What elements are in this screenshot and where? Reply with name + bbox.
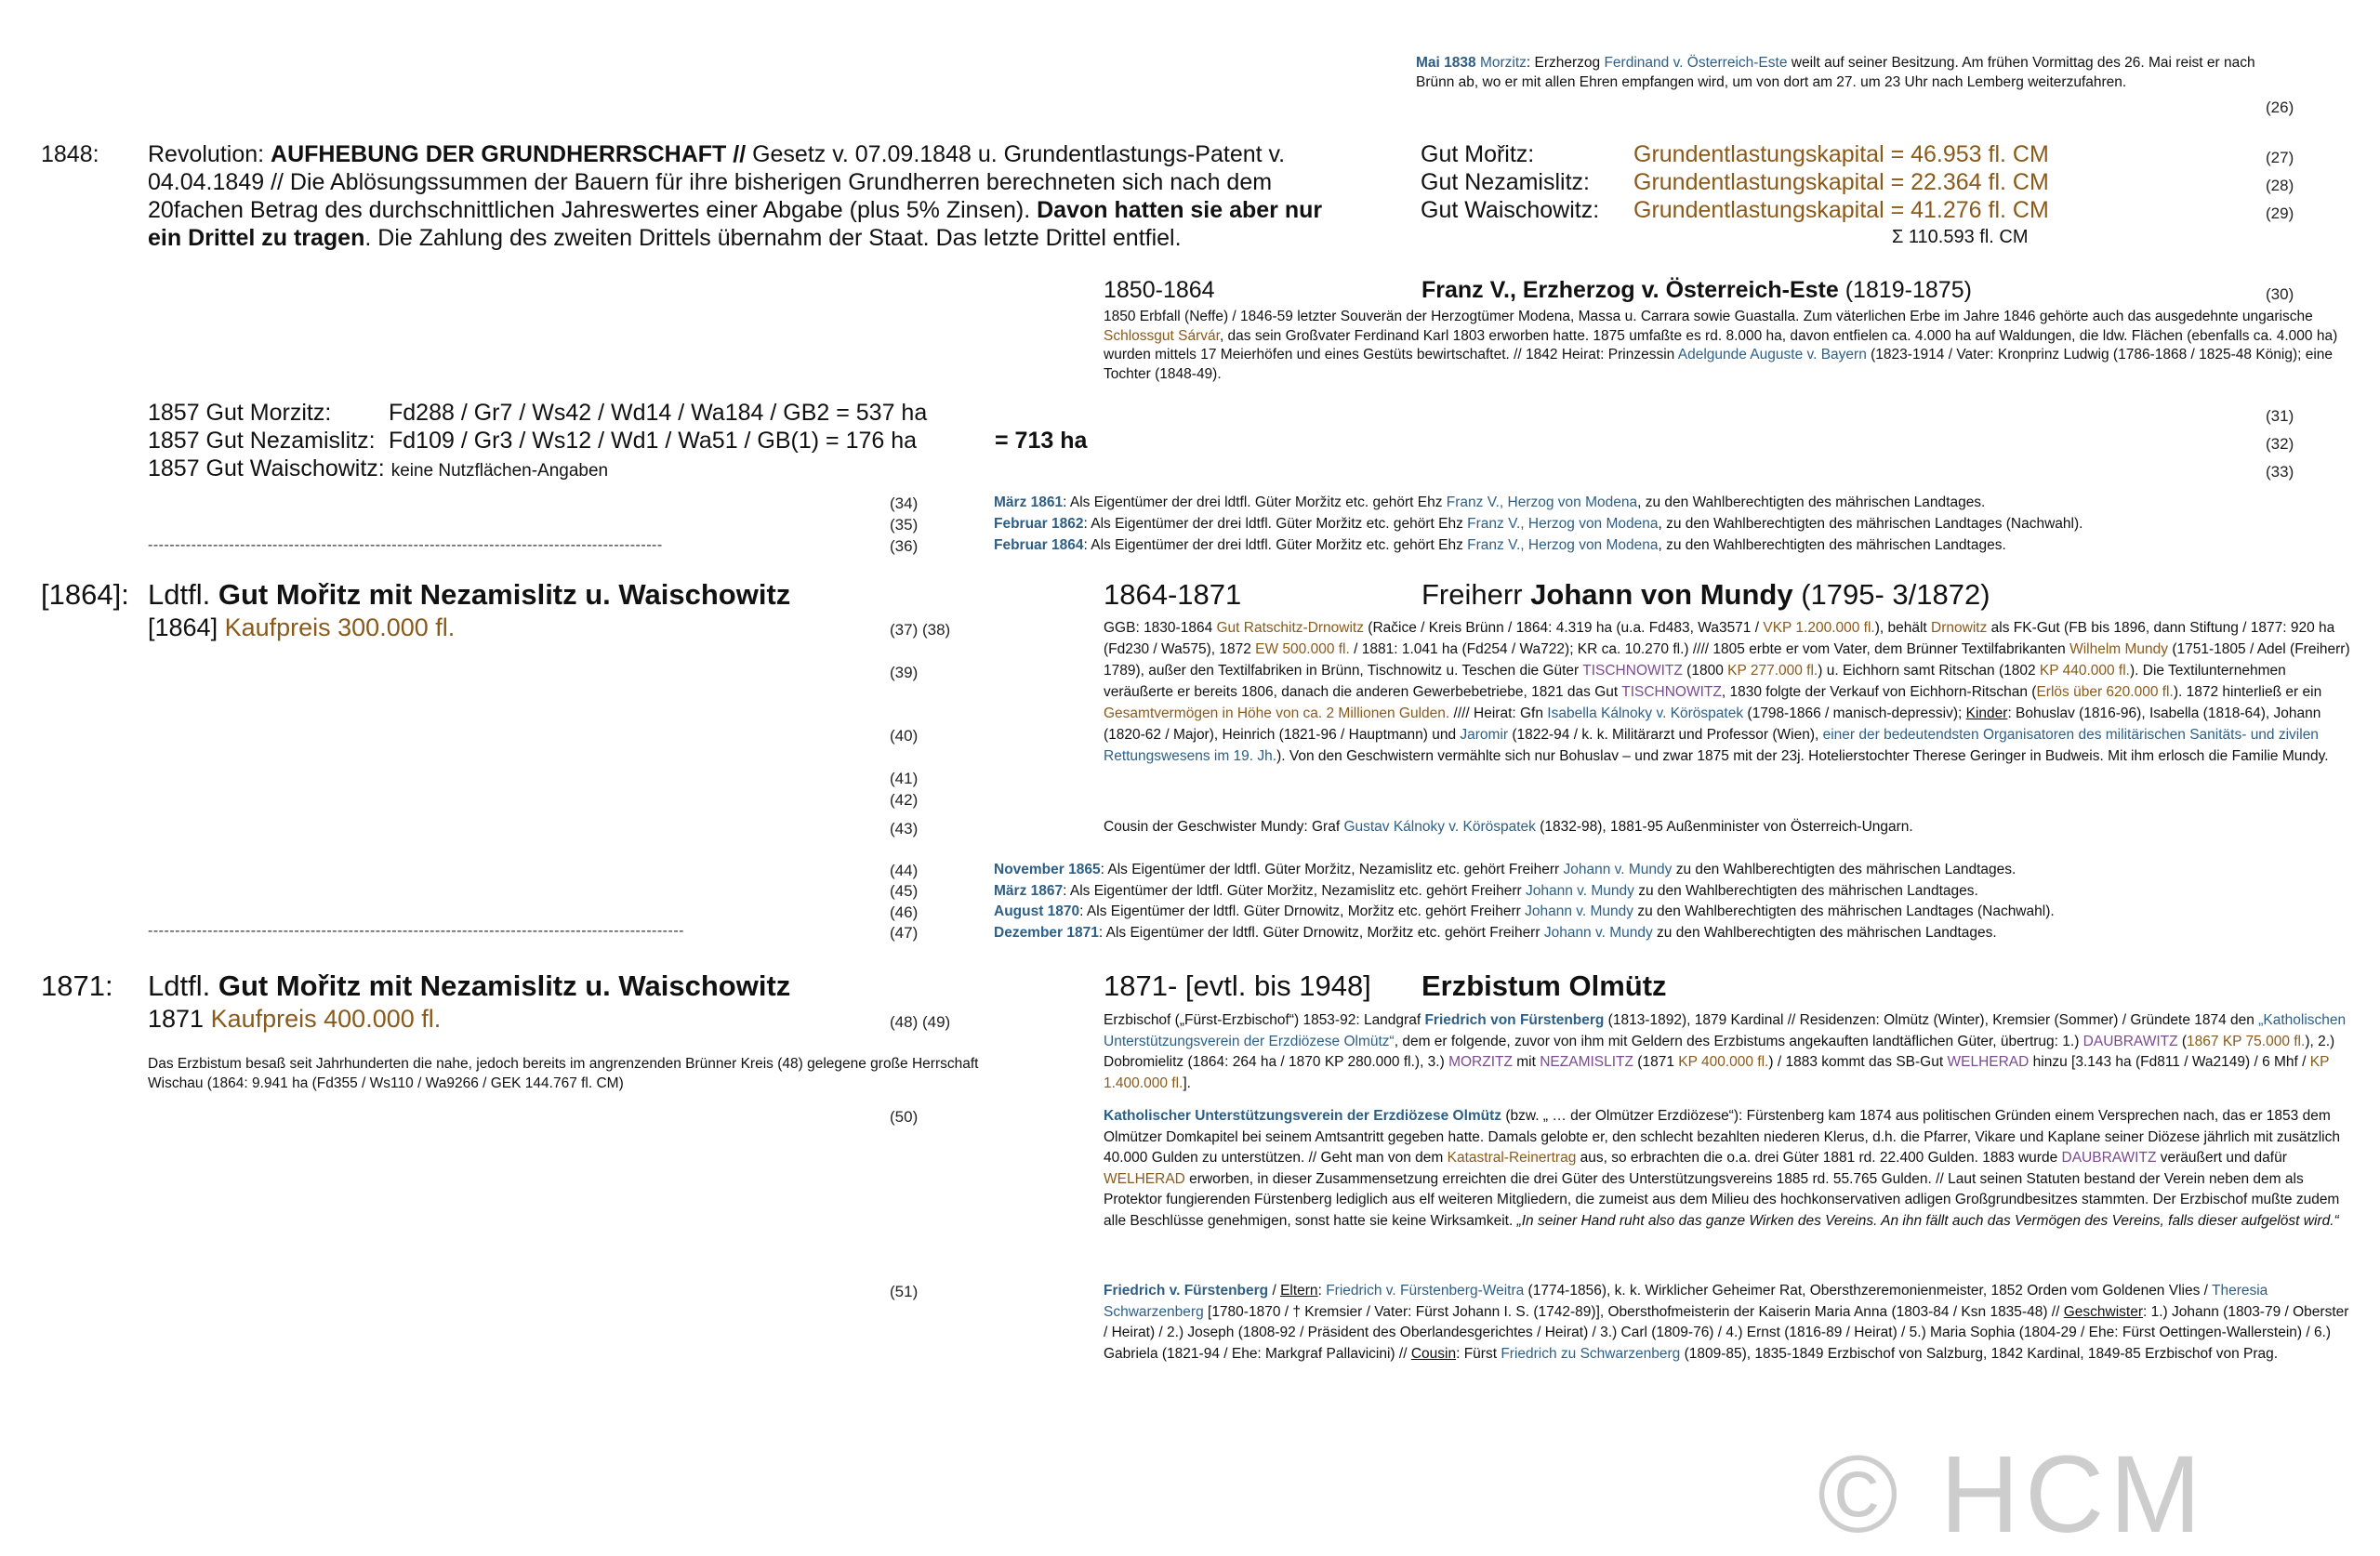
person-link: Gustav Kálnoky v. Köröspatek (1343, 819, 1536, 835)
ref-36: (36) (890, 537, 919, 555)
ref-48-49: (48) (49) (890, 1013, 951, 1031)
highlight: Davon hatten sie aber nur ein Drittel zu tragen (148, 197, 1323, 251)
text: (1822-94 / k. k. Militärarzt und Professor (Wien), (1508, 727, 1823, 743)
text: veräußert und dafür (2156, 1150, 2287, 1166)
ref-41: (41) (890, 770, 919, 787)
text: hinzu [3.143 ha (Fd811 / Wa2149) / 6 Mhf / (2029, 1054, 2310, 1070)
period-mundy: 1864-1871 (1104, 578, 1242, 611)
owner-years: (1795- 3/1872) (1792, 578, 1990, 611)
owner-name: Franz V., Erzherzog v. Österreich-Este (1421, 277, 1839, 303)
ref-37-38: (37) (38) (890, 621, 951, 639)
text: ), 2.) Dobromielitz (1864: 264 ha / 1870 KP 280.000 fl.), 3.) (1104, 1033, 2335, 1070)
wischau-note: Das Erzbistum besaß seit Jahrhunderten die nahe, jedoch bereits im angrenzenden Brünner Kreis (48) gelegene große Herrschaft Wischau (1864: 9.941 ha (Fd355 / Ws110 / Wa9266 / GEK 144.767 fl. CM) (148, 1056, 979, 1091)
place: Morzitz (1479, 55, 1527, 71)
text: als FK-Gut (FB bis 1896, dann Stiftung / 1877: 920 ha (Fd230 / Wa575), 1872 (1104, 620, 2335, 657)
person-link: Franz V., Herzog von Modena (1467, 537, 1659, 553)
place-link: WELHERAD (1104, 1170, 1185, 1187)
text: : Als Eigentümer der drei ldtfl. Güter Moržitz etc. gehört Ehz (1083, 516, 1468, 532)
ref-32: (32) (2266, 435, 2294, 453)
text: Freiherr (1421, 578, 1531, 611)
text: zu den Wahlberechtigten des mährischen Landtages. (1672, 862, 2016, 877)
place-link: NEZAMISLITZ (1540, 1054, 1633, 1070)
place-link: Gut Ratschitz-Drnowitz (1216, 620, 1364, 636)
text: : (1317, 1283, 1327, 1299)
text: aus, so erbrachten die o.a. drei Güter 1881 rd. 22.400 Gulden. 1883 wurde (1576, 1150, 2062, 1166)
text: : Als Eigentümer der ldtfl. Güter Moržitz, Nezamislitz etc. gehört Freiherr (1063, 882, 1526, 899)
text: (1823-1914 / Vater: Kronprinz Ludwig (1786-1868 / 1825-48 König); eine Tochter (1848-49). (1104, 347, 2334, 382)
ref-43: (43) (890, 820, 919, 837)
gut-moritz-label: Gut Mořitz: (1421, 141, 1535, 167)
org-link: „Katholischen Unterstützungsverein der Erzdiözese Olmütz“ (1104, 1012, 2347, 1049)
text: (Račice / Kreis Brünn / 1864: 4.319 ha (u.a. Fd483, Wa3571 / (1363, 620, 1764, 636)
date: Februar 1864 (994, 537, 1084, 553)
text: / 1881: 1.041 ha (Fd254 / Wa722); KR ca. 10.270 fl.) //// 1805 erbte er vom Vater, dem Brünner Textilfabrikanten (1349, 641, 2070, 657)
text: //// Heirat: Gfn (1449, 705, 1548, 721)
person-link: Theresia Schwarzenberg (1104, 1283, 2268, 1320)
text: (1871 (1633, 1054, 1679, 1070)
capital-moritz: Grundentlastungskapital = 46.953 fl. CM (1633, 141, 2049, 167)
text: (1774-1856), k. k. Wirklicher Geheimer Rat, Obersthzeremonienmeister, 1852 Orden vom Goldenen Vlies / (1524, 1283, 2212, 1299)
value: VKP 1.200.000 fl. (1763, 620, 1875, 636)
estate-name: Gut Mořitz mit Nezamislitz u. Waischowitz (218, 969, 791, 1002)
landtag-list-1 (994, 494, 2370, 558)
highlight: einer der bedeutendsten Organisatoren des militärischen Sanitäts- und zivilen Rettungswesens im 19. Jh. (1104, 727, 2319, 764)
olmuetz-bio (1104, 1010, 2354, 1094)
text: zu den Wahlberechtigten des mährischen Landtages (Nachwahl). (1633, 903, 2055, 919)
text: Gesetz v. 07.09.1848 u. Grundentlastungs-Patent v. 04.04.1849 // Die Ablösungssummen der Bauern für ihre bisherigen Grundherren berechneten sich nach dem 20fachen Betrag des durchschnittlichen Jahreswertes einer Abgabe (plus 5% Zinsen). (148, 141, 1286, 223)
value: KP 277.000 fl. (1727, 663, 1818, 679)
ref-47: (47) (890, 924, 919, 942)
ref-34: (34) (890, 494, 919, 512)
ref-39: (39) (890, 664, 919, 681)
org-name: Katholischer Unterstützungsverein der Erzdiözese Olmütz (1104, 1108, 1502, 1124)
text: ( (2177, 1033, 2188, 1049)
text: (1751-1805 / Adel (Freiherr) 1789), außer den Textilfabriken in Brünn, Tischnowitz u. Teschen die Güter (1104, 641, 2350, 679)
ref-33: (33) (2266, 463, 2294, 481)
place-link: DAUBRAWITZ (2082, 1033, 2178, 1049)
date: August 1870 (994, 903, 1080, 919)
text: ) u. Eichhorn samt Ritschan (1802 (1818, 663, 2040, 679)
person-link: Johann v. Mundy (1526, 882, 1634, 899)
place-link: DAUBRAWITZ (2061, 1150, 2157, 1166)
text: : Als Eigentümer der drei ldtfl. Güter Moržitz etc. gehört Ehz (1063, 494, 1447, 510)
text: (bzw. „ … der Olmützer Erzdiözese“): Fürstenberg kam 1874 aus politischen Gründen einem Versprechen nach, das er 1853 dem Olmützer Domkapitel bei seinem Amtsantritt gegeben hatte. Damals gelobte er, den schlecht bezahlten niederen Klerus, d.h. die Pfarrer, Vikare und Kaplane seiner Diözese jährlich mit zusätzlich 40.000 Gulden zu unterstützen. // Geht man von dem (1104, 1108, 2340, 1166)
date: November 1865 (994, 862, 1101, 877)
landtag-entry (994, 882, 2370, 903)
text: (1798-1866 / manisch-depressiv); (1743, 705, 1966, 721)
gut-waischowitz-label: Gut Waischowitz: (1421, 197, 1600, 223)
label: Geschwister (2063, 1303, 2143, 1320)
ref-45: (45) (890, 882, 919, 900)
period-franz: 1850-1864 (1104, 277, 1215, 303)
gut-morzitz-1857: 1857 Gut Morzitz: (148, 400, 332, 426)
mundy-cousin (1104, 818, 2354, 837)
value: KP 440.000 fl. (2039, 663, 2130, 679)
text: 1871 (148, 1005, 211, 1033)
separator-2: --------------------------------------------------------------------------------------------------- (148, 923, 684, 939)
label: Kinder (1965, 705, 2008, 721)
person-link: Wilhelm Mundy (2069, 641, 2169, 657)
price: Kaufpreis 400.000 fl. (210, 1005, 442, 1033)
ref-50: (50) (890, 1108, 919, 1126)
text: : Fürst (1456, 1345, 1501, 1362)
place-link: Drnowitz (1931, 620, 1988, 636)
text: : Als Eigentümer der ldtfl. Güter Drnowitz, Moržitz etc. gehört Freiherr (1098, 924, 1544, 941)
capital-waischowitz: Grundentlastungskapital = 41.276 fl. CM (1633, 197, 2049, 223)
place-link: TISCHNOWITZ (1582, 663, 1683, 679)
person-link: Ferdinand v. Österreich-Este (1604, 55, 1788, 71)
text: ) / 1883 kommt das SB-Gut (1768, 1054, 1948, 1070)
ref-30: (30) (2266, 285, 2294, 303)
text: Cousin der Geschwister Mundy: Graf (1104, 819, 1344, 835)
owner-mundy-title (1421, 578, 1990, 612)
person-link: Isabella Kálnoky v. Köröspatek (1547, 705, 1744, 721)
text: Erzbischof („Fürst-Erzbischof“) 1853-92: Landgraf (1104, 1012, 1425, 1028)
owner-name: Johann von Mundy (1530, 578, 1793, 611)
ref-51: (51) (890, 1283, 919, 1300)
text: ). 1872 hinterließ er ein (2173, 684, 2322, 700)
text: mit (1512, 1054, 1540, 1070)
gut-nezamislitz-1857: 1857 Gut Nezamislitz: (148, 428, 376, 454)
text: / (1268, 1283, 1281, 1299)
place-link: MORZITZ (1448, 1054, 1513, 1070)
person-link: Friedrich zu Schwarzenberg (1501, 1345, 1681, 1362)
text: ). Von den Geschwistern vermählte sich nur Bohuslav – und zwar 1875 mit der 23j. Hotelierstochter Therese Geringer in Budweis. Mit ihm erlosch die Familie Mundy. (1276, 748, 2329, 764)
text: , das sein Großvater Ferdinand Karl 1803 erworben hatte. 1875 umfaßte es rd. 8.000 ha, davon entfielen ca. 4.000 ha auf Waldungen, die ldw. Flächen (ebenfalls ca. 4.000 ha) wurden mittels 17 Meierhöfen und eines Gestüts bewirtschaftet. // 1842 Heirat: Prinzessin (1104, 327, 2338, 363)
note: keine Nutzflächen-Angaben (390, 461, 609, 481)
copyright-watermark: © HCM (1818, 1433, 2207, 1556)
text: weilt auf seiner Besitzung. Am frühen Vormittag des 26. Mai reist er nach Brünn ab, wo er mit allen Ehren empfangen wird, um von dort am 27. um 23 Uhr nach Lemberg weiterzufahren. (1416, 55, 2255, 90)
may-1838-note (1416, 54, 2271, 92)
owner-years: (1819-1875) (1838, 277, 1972, 303)
value: Erlös über 620.000 fl. (2036, 684, 2174, 700)
ref-31: (31) (2266, 407, 2294, 425)
year-1864: [1864]: (41, 578, 129, 611)
text: : 1.) Johann (1803-79 / Oberster / Heirat) / 2.) Joseph (1808-92 / Präsident des Oberlandesgerichtes / Heirat) / 3.) Carl (1809-76) / 4.) Ernst (1816-89 / Heirat) / 5.) Maria Sophia (1804-29 / Ehe: Fürst Oettingen-Wallerstein) / 6.) Gabriela (1821-94 / Ehe: Markgraf Pallavicini) // (1104, 1303, 2349, 1362)
gut-waischowitz-1857 (148, 455, 608, 485)
ref-27: (27) (2266, 149, 2294, 166)
text: GGB: 1830-1864 (1104, 620, 1217, 636)
text: ). Die Textilunternehmen veräußerte er bereits 1806, danach die anderen Gewerbebetriebe, 1821 das Gut (1104, 663, 2286, 700)
date: März 1867 (994, 882, 1064, 899)
place-link: Schlossgut Sárvár (1104, 327, 1220, 344)
date: März 1861 (994, 494, 1064, 510)
text: ), behält (1874, 620, 1932, 636)
landtag-list-2 (994, 861, 2370, 944)
landtag-entry (994, 536, 2370, 558)
gut-nezamislitz-label: Gut Nezamislitz: (1421, 169, 1590, 195)
heading: AUFHEBUNG DER GRUNDHERRSCHAFT // (271, 141, 747, 167)
value: KP 1.400.000 fl. (1104, 1054, 2330, 1091)
person-link: Friedrich v. Fürstenberg-Weitra (1326, 1283, 1525, 1299)
text: [1864] (148, 613, 225, 641)
period-olmuetz: 1871- [evtl. bis 1948] (1104, 969, 1371, 1002)
text: [1780-1870 / † Kremsier / Vater: Fürst Johann I. S. (1742-89)], Obersthofmeisterin der Kaiserin Maria Anna (1803-84 / Ksn 1835-48) // (1203, 1303, 2064, 1320)
total-area: = 713 ha (995, 428, 1088, 454)
landtag-entry (994, 494, 2370, 515)
text: : Bohuslav (1816-96), Isabella (1818-64), Johann (1820-62 / Major), Heinrich (1821-96 / Hauptmann) und (1104, 705, 2321, 743)
text: Ldtfl. (148, 578, 218, 611)
landtag-entry (994, 903, 2370, 924)
year-1848: 1848: (41, 141, 99, 167)
capital-nezamislitz: Grundentlastungskapital = 22.364 fl. CM (1633, 169, 2049, 195)
purchase-1864 (148, 613, 455, 641)
mundy-bio (1104, 617, 2354, 767)
text: zu den Wahlberechtigten des mährischen Landtages. (1652, 924, 1997, 941)
person-link: Johann v. Mundy (1563, 862, 1673, 877)
person-link: Adelgunde Auguste v. Bayern (1677, 347, 1867, 363)
text: : Als Eigentümer der ldtfl. Güter Drnowitz, Moržitz etc. gehört Freiherr (1079, 903, 1526, 919)
text: . Die Zahlung des zweiten Drittels übernahm der Staat. Das letzte Drittel entfiel. (364, 225, 1182, 251)
person-link: Johann v. Mundy (1543, 924, 1653, 941)
text: Revolution: (148, 141, 271, 167)
gut-nezamislitz-1857-areas: Fd109 / Gr3 / Ws12 / Wd1 / Wa51 / GB(1) = 176 ha (389, 428, 918, 454)
label: Eltern (1280, 1283, 1318, 1299)
section-1848-text (148, 140, 1329, 252)
person-link: Friedrich von Fürstenberg (1424, 1012, 1605, 1028)
landtag-entry (994, 515, 2370, 536)
ref-35: (35) (890, 516, 919, 534)
ref-40: (40) (890, 727, 919, 745)
person-link: Jaromir (1460, 727, 1509, 743)
value: Gesamtvermögen in Höhe von ca. 2 Millionen Gulden. (1104, 705, 1450, 721)
purchase-1871 (148, 1005, 441, 1033)
label: Cousin (1410, 1345, 1457, 1362)
text: : Als Eigentümer der ldtfl. Güter Moržitz, Nezamislitz etc. gehört Freiherr (1100, 862, 1564, 877)
ref-29: (29) (2266, 204, 2294, 222)
value: EW 500.000 fl. (1255, 641, 1350, 657)
text: zu den Wahlberechtigten des mährischen Landtages. (1633, 882, 1978, 899)
text: , zu den Wahlberechtigten des mährischen Landtages. (1658, 537, 2006, 553)
person-link: Friedrich v. Fürstenberg (1104, 1283, 1269, 1299)
person-link: Franz V., Herzog von Modena (1446, 494, 1638, 510)
place-link: TISCHNOWITZ (1621, 684, 1722, 700)
estate-title-1871 (148, 969, 790, 1003)
owner-olmuetz-title: Erzbistum Olmütz (1421, 969, 1667, 1002)
franz-bio (1104, 308, 2349, 384)
estate-name: Gut Mořitz mit Nezamislitz u. Waischowitz (218, 578, 791, 611)
text: , zu den Wahlberechtigten des mährischen Landtages. (1637, 494, 1986, 510)
text: : Erzherzog (1526, 55, 1605, 71)
capital-sum: Σ 110.593 fl. CM (1892, 227, 2029, 247)
verein-text (1104, 1106, 2354, 1232)
term: Katastral-Reinertrag (1447, 1150, 1577, 1166)
text: (1800 (1682, 663, 1728, 679)
ref-44: (44) (890, 862, 919, 879)
date: Februar 1862 (994, 516, 1084, 532)
text: (1809-85), 1835-1849 Erzbischof von Salzburg, 1842 Kardinal, 1849-85 Erzbischof von Prag. (1680, 1345, 2279, 1362)
text: , dem er folgende, zuvor von ihm mit Geldern des Erzbistums angekauften landtäflichen Güter, übertrug: 1.) (1394, 1033, 2083, 1049)
estate-title-1864 (148, 578, 790, 612)
landtag-entry (994, 861, 2370, 882)
ref-28: (28) (2266, 177, 2294, 194)
quote: „In seiner Hand ruht also das ganze Wirken des Vereins. An ihn fällt auch das Vermögen des Vereins, falls dieser aufgelöst wird.“ (1516, 1212, 2339, 1229)
ref-42: (42) (890, 791, 919, 809)
date: Mai 1838 (1416, 55, 1476, 71)
text: ]. (1183, 1075, 1191, 1091)
text: : Als Eigentümer der drei ldtfl. Güter Moržitz etc. gehört Ehz (1083, 537, 1468, 553)
owner-franz-title (1421, 276, 1972, 304)
value: 1867 KP 75.000 fl. (2187, 1033, 2306, 1049)
person-link: Franz V., Herzog von Modena (1467, 516, 1659, 532)
landtag-entry (994, 924, 2370, 945)
text: Ldtfl. (148, 969, 218, 1002)
text: erworben, in dieser Zusammensetzung erreichten die drei Güter des Unterstützungsvereins 1885 rd. 55.765 Gulden. // Laut seinen Statuten bestand der Verein neben dem als Protektor fungierenden Fürstenberg lediglich aus elf weiteren Mitgliedern, die zumeist aus dem Milieu des hochkonservativen adligen Großgrundbesitzes stammten. Der Erzbischof mußte zudem alle Beschlüsse genehmigen, sonst hatte sie keine Wirksamkeit. (1104, 1170, 2340, 1229)
ref-26: (26) (2266, 99, 2294, 116)
text: , zu den Wahlberechtigten des mährischen Landtages (Nachwahl). (1658, 516, 2083, 532)
date: Dezember 1871 (994, 924, 1099, 941)
gut-morzitz-1857-areas: Fd288 / Gr7 / Ws42 / Wd14 / Wa184 / GB2 = 537 ha (389, 400, 928, 426)
text: 1850 Erbfall (Neffe) / 1846-59 letzter Souverän der Herzogtümer Modena, Massa u. Carrara sowie Guastalla. Zum väterlichen Erbe im Jahre 1846 gehörte auch das ausgedehnte ungarische (1104, 309, 2313, 324)
text: , 1830 folgte der Verkauf von Eichhorn-Ritschan ( (1721, 684, 2037, 700)
text: (1813-1892), 1879 Kardinal // Residenzen: Olmütz (Winter), Kremsier (Sommer) / Gründete 1874 den (1604, 1012, 2259, 1028)
person-link: Johann v. Mundy (1525, 903, 1634, 919)
ref-46: (46) (890, 903, 919, 921)
price: Kaufpreis 300.000 fl. (224, 613, 456, 641)
label: 1857 Gut Waischowitz: (148, 455, 391, 481)
place-link: WELHERAD (1947, 1054, 2030, 1070)
text: (1832-98), 1881-95 Außenminister von Österreich-Ungarn. (1535, 819, 1913, 835)
value: KP 400.000 fl. (1678, 1054, 1769, 1070)
year-1871: 1871: (41, 969, 113, 1002)
fuerstenberg-family (1104, 1281, 2354, 1365)
separator-1: ----------------------------------------------------------------------------------------------- (148, 537, 663, 553)
